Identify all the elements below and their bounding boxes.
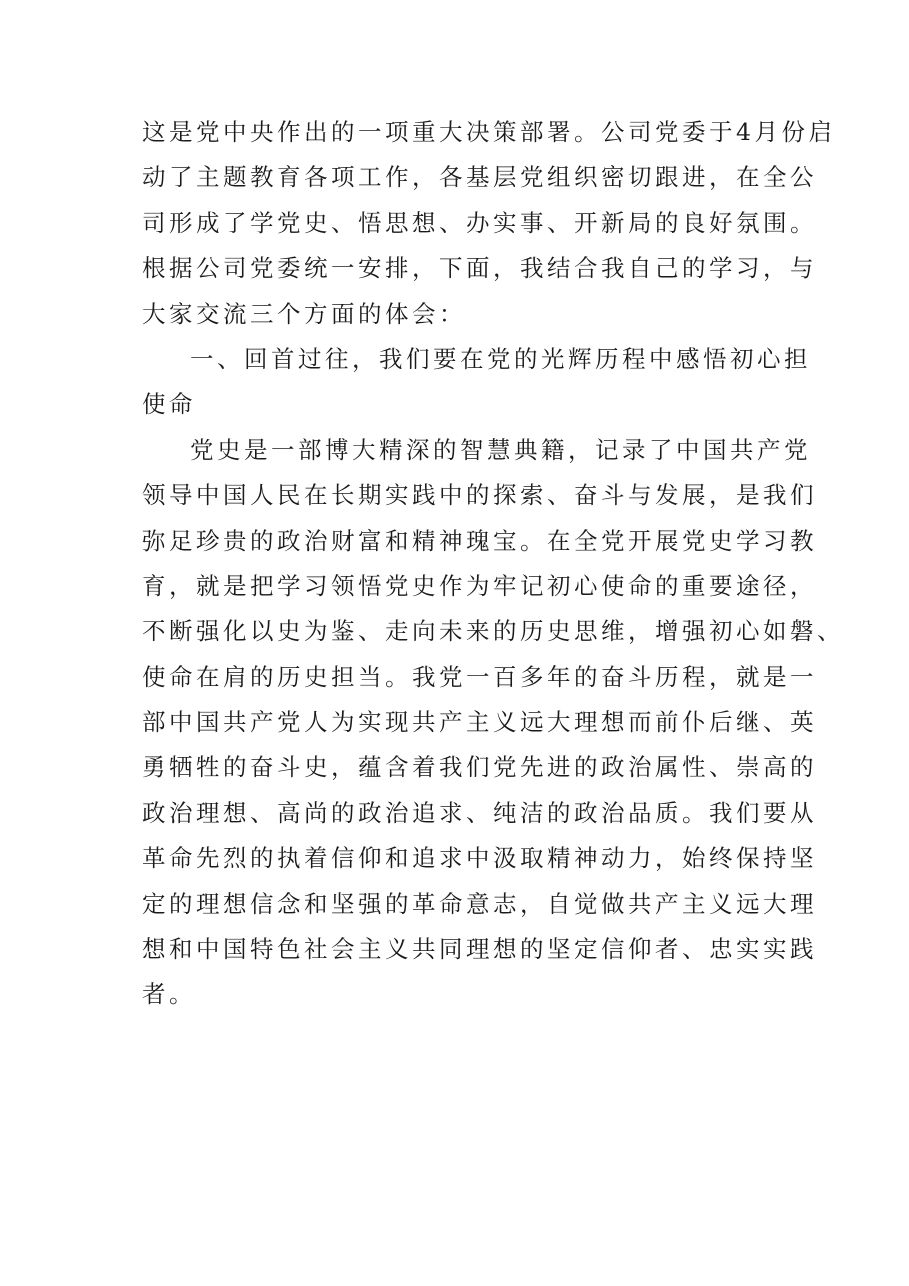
document-body [142, 110, 844, 1018]
text-line: 大家交流三个方面的体会： [142, 299, 466, 328]
body-paragraph [142, 428, 844, 1018]
text-line: 根据公司党委统一安排，下面，我结合我自己的学习，与 [142, 254, 817, 283]
text-line: 育，就是把学习领悟党史作为牢记初心使命的重要途径， [142, 571, 817, 600]
text-line: 者。 [142, 980, 196, 1009]
text-line: 动了主题教育各项工作，各基层党组织密切跟进，在全公 [142, 163, 817, 192]
text-line: 弥足珍贵的政治财富和精神瑰宝。在全党开展党史学习教 [142, 526, 817, 555]
text-line: 这是党中央作出的一项重大决策部署。公司党委于4月份启 [142, 118, 836, 146]
text-line: 部中国共产党人为实现共产主义远大理想而前仆后继、英 [142, 708, 817, 737]
text-line: 政治理想、高尚的政治追求、纯洁的政治品质。我们要从 [142, 798, 817, 827]
text-line: 定的理想信念和坚强的革命意志，自觉做共产主义远大理 [142, 889, 817, 918]
text-line: 司形成了学党史、悟思想、办实事、开新局的良好氛围。 [142, 208, 817, 237]
text-line: 使命 [142, 390, 196, 419]
text-line: 使命在肩的历史担当。我党一百多年的奋斗历程，就是一 [142, 662, 817, 691]
intro-paragraph [142, 110, 836, 337]
text-line: 一、回首过往，我们要在党的光辉历程中感悟初心担 [190, 344, 811, 373]
text-line: 不断强化以史为鉴、走向未来的历史思维，增强初心如磐、 [142, 617, 844, 646]
text-line: 党史是一部博大精深的智慧典籍，记录了中国共产党 [190, 435, 811, 464]
text-line: 领导中国人民在长期实践中的探索、奋斗与发展，是我们 [142, 481, 817, 510]
section-heading [142, 337, 811, 428]
text-line: 革命先烈的执着信仰和追求中汲取精神动力，始终保持坚 [142, 844, 817, 873]
text-line: 想和中国特色社会主义共同理想的坚定信仰者、忠实实践 [142, 935, 817, 964]
text-line: 勇牺牲的奋斗史，蕴含着我们党先进的政治属性、崇高的 [142, 753, 817, 782]
